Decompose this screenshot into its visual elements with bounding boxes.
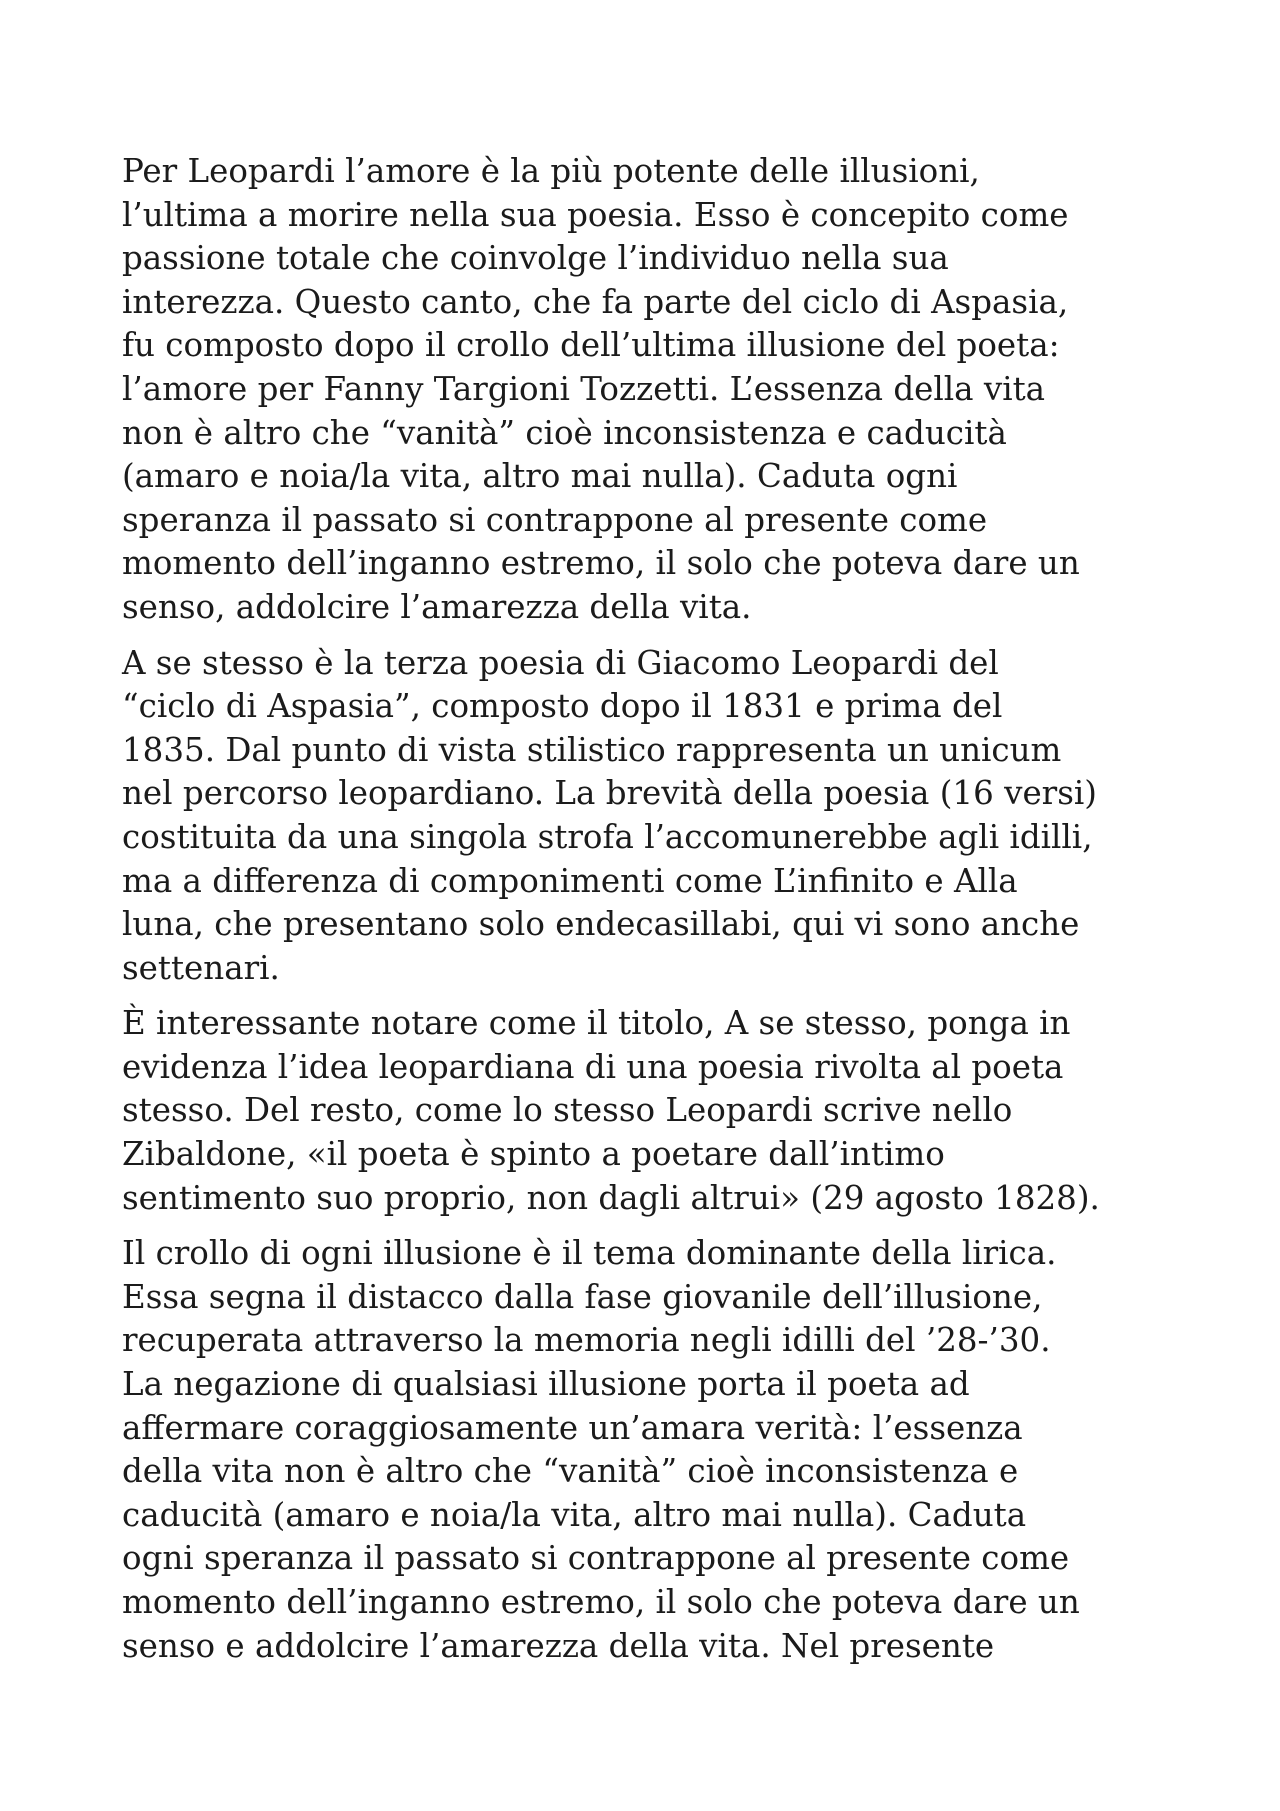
- text-line: 1835. Dal punto di vista stilistico rappresenta un unicum: [122, 730, 1062, 769]
- text-line: ma a differenza di componimenti come L’infinito e Alla: [122, 861, 1018, 900]
- text-line: Per Leopardi l’amore è la più potente delle illusioni,: [122, 152, 980, 190]
- text-line: l’amore per Fanny Targioni Tozzetti. L’essenza della vita: [122, 369, 1046, 408]
- text-line: costituita da una singola strofa l’accomunerebbe agli idilli,: [122, 817, 1093, 856]
- text-line: senso e addolcire l’amarezza della vita. Nel presente: [122, 1626, 995, 1665]
- text-line: sentimento suo proprio, non dagli altrui» (29 agosto 1828).: [122, 1178, 1100, 1217]
- paragraph-2: [122, 642, 1162, 991]
- text-line: speranza il passato si contrappone al presente come: [122, 500, 988, 539]
- text-line: evidenza l’idea leopardiana di una poesia rivolta al poeta: [122, 1047, 1064, 1086]
- text-line: recuperata attraverso la memoria negli idilli del ’28-’30.: [122, 1321, 1051, 1360]
- text-line: A se stesso è la terza poesia di Giacomo Leopardi del: [122, 643, 999, 682]
- text-line: interezza. Questo canto, che fa parte del ciclo di Aspasia,: [122, 282, 1069, 321]
- paragraph-3: [122, 1002, 1162, 1220]
- text-line: Zibaldone, «il poeta è spinto a poetare dall’intimo: [122, 1135, 945, 1174]
- text-line: affermare coraggiosamente un’amara verità: l’essenza: [122, 1408, 1023, 1447]
- text-line: Essa segna il distacco dalla fase giovanile dell’illusione,: [122, 1277, 1043, 1316]
- text-line: (amaro e noia/la vita, altro mai nulla). Caduta ogni: [122, 457, 958, 496]
- text-line: caducità (amaro e noia/la vita, altro mai nulla). Caduta: [122, 1495, 1027, 1534]
- text-line: luna, che presentano solo endecasillabi, qui vi sono anche: [122, 905, 1080, 944]
- text-line: senso, addolcire l’amarezza della vita.: [122, 587, 752, 626]
- text-line: fu composto dopo il crollo dell’ultima illusione del poeta:: [122, 326, 1060, 365]
- text-line: non è altro che “vanità” cioè inconsistenza e caducità: [122, 413, 1007, 452]
- text-line: La negazione di qualsiasi illusione porta il poeta ad: [122, 1365, 970, 1404]
- text-line: settenari.: [122, 948, 280, 987]
- text-line: ogni speranza il passato si contrappone al presente come: [122, 1539, 1070, 1578]
- text-line: Il crollo di ogni illusione è il tema dominante della lirica.: [122, 1234, 1057, 1273]
- text-line: “ciclo di Aspasia”, composto dopo il 1831 e prima del: [122, 687, 1003, 726]
- paragraph-1: [122, 150, 1162, 630]
- text-line: stesso. Del resto, come lo stesso Leopardi scrive nello: [122, 1091, 1013, 1130]
- text-line: passione totale che coinvolge l’individuo nella sua: [122, 239, 949, 278]
- text-line: È interessante notare come il titolo, A se stesso, ponga in: [122, 1004, 1071, 1043]
- text-line: nel percorso leopardiano. La brevità della poesia (16 versi): [122, 774, 1097, 813]
- text-line: della vita non è altro che “vanità” cioè inconsistenza e: [122, 1452, 1019, 1491]
- paragraph-4: [122, 1232, 1162, 1668]
- text-line: momento dell’inganno estremo, il solo che poteva dare un: [122, 1583, 1080, 1621]
- text-line: l’ultima a morire nella sua poesia. Esso è concepito come: [122, 195, 1069, 234]
- text-line: momento dell’inganno estremo, il solo che poteva dare un: [122, 544, 1080, 583]
